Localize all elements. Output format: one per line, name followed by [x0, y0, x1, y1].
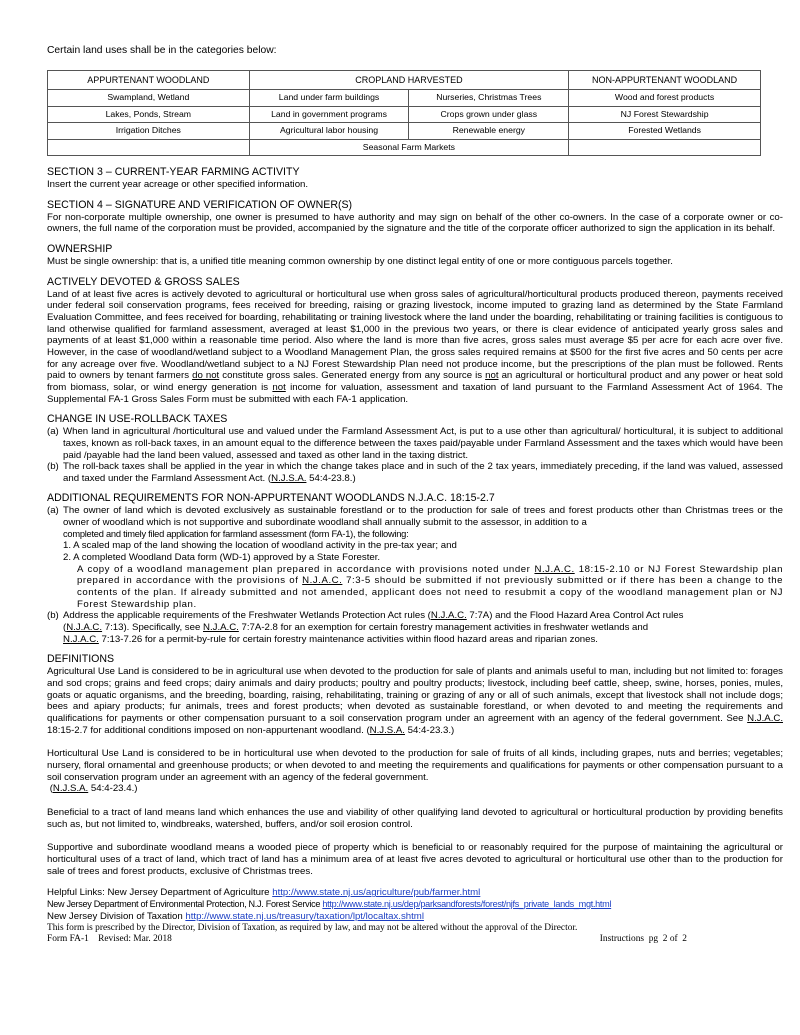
instructions-page — [47, 44, 783, 945]
list-item: 1. A scaled map of the land showing the location of woodland activity in the pre-tax year; and 2. A completed Woodland Data form (WD-1) approved by a State Forester. A copy of a woodland management plan prepared in accordance with provisions noted under N.J.A.C. 18:15-2.10 or NJ Forest Stewardship plan prepared in accordance with the provisions of N.J.A.C. 7:3-5 should be submitted if not previously submitted or if there has been a change to the contents of the plan. If already submitted and not amended, applicant does not need to resubmit a copy of the woodland management plan or NJ Forest Stewardship plan. — [63, 540, 784, 610]
helpful-links: Helpful Links: New Jersey Department of Agriculture http://www.state.nj.us/agriculture/pub/farmer.html New Jersey Department of Environmental Protection, N.J. Forest Service http://www.state.nj.us/dep/parksandforests/forest/njfs_private_lands_mgt.html New Jersey Division of Taxation http://www.state.nj.us/treasury/taxation/lpt/localtax.shtml — [47, 887, 612, 922]
section-3-text: Insert the current year acreage or other specified information. — [47, 179, 309, 190]
table-cell: Irrigation Ditches — [48, 123, 250, 140]
actively-devoted-title: ACTIVELY DEVOTED & GROSS SALES — [47, 275, 240, 288]
ownership-title: OWNERSHIP — [47, 242, 113, 255]
table-cell: Crops grown under glass — [409, 106, 569, 123]
table-cell: Forested Wetlands — [569, 123, 761, 140]
definition-horticultural: Horticultural Use Land is considered to be in horticultural use when devoted to the production for sale of fruits of all kinds, including grapes, nuts and berries; vegetables; nursery, floral ornamental and greenhouse products; or when devoted to and meeting the requirements and qualifications for payments or other compensation pursuant to a soil conservation program under an agreement with an agency of the federal government. (N.J.S.A. 54:4-23.4.) — [47, 748, 783, 795]
table-cell: Seasonal Farm Markets — [249, 139, 569, 156]
table-row — [48, 139, 761, 156]
definition-beneficial: Beneficial to a tract of land means land which enhances the use and viability of other qualifying land devoted to agricultural or horticultural production by providing benefits such as, but not limited to, windbreaks, watershed, buffers, and/or soil erosion control. — [47, 806, 783, 830]
table-cell: Land under farm buildings — [249, 90, 409, 107]
table-cell-empty — [569, 139, 761, 156]
form-revision: Form FA-1 Revised: Mar. 2018 — [47, 933, 172, 944]
definition-supportive-woodland: Supportive and subordinate woodland means a wooded piece of property which is beneficial to or reasonably required for the purpose of maintaining the agricultural or horticultural uses of a tract of land, which tract of land has a minimum area of at least five acres devoted to agricultural or horticultural use other than to the production for sale of trees and forest products, exclusive of Christmas trees. — [47, 842, 783, 877]
list-item: (b) The roll-back taxes shall be applied in the year in which the change takes place and in such of the 2 tax years, immediately preceding, if the land was valued, assessed and taxed under the Farmland Assessment Act. (N.J.S.A. 54:4-23.8.) — [47, 461, 783, 484]
section-3-title: SECTION 3 – CURRENT-YEAR FARMING ACTIVITY — [47, 166, 300, 178]
section-4-text: For non-corporate multiple ownership, one owner is presumed to have authority and may sign on behalf of the other co-owners. In the case of a corporate owner or co-owners, the full name of the corporation must be provided, accompanied by the signature and the title of the corporate officer authorized to sign the application in its behalf. — [47, 211, 783, 235]
definitions-title: DEFINITIONS — [47, 653, 115, 666]
table-cell: Wood and forest products — [569, 90, 761, 107]
table-cell: Land in government programs — [249, 106, 409, 123]
footer — [47, 923, 783, 945]
table-row — [48, 123, 761, 140]
table-cell: Swampland, Wetland — [48, 90, 250, 107]
header-appurtenant-woodland: APPURTENANT WOODLAND — [48, 71, 250, 90]
table-cell: NJ Forest Stewardship — [569, 106, 761, 123]
land-use-categories-table — [47, 70, 761, 156]
list-item: (b) Address the applicable requirements of the Freshwater Wetlands Protection Act rules (N.J.A.C. 7:7A) and the Flood Hazard Area Control Act rules (N.J.A.C. 7:13). Specifically, see N.J.A.C. 7:7A-2.8 for an exemption for certain forestry management activities in freshwater wetlands and N.J.A.C. 7:13-7.26 for a permit-by-rule for certain forestry maintenance activities within flood hazard areas and riparian zones. — [47, 610, 684, 645]
table-cell: Nurseries, Christmas Trees — [409, 90, 569, 107]
table-cell: Renewable energy — [409, 123, 569, 140]
table-cell: Lakes, Ponds, Stream — [48, 106, 250, 123]
additional-requirements-title: ADDITIONAL REQUIREMENTS FOR NON-APPURTENANT WOODLANDS N.J.A.C. 18:15-2.7 — [47, 492, 495, 505]
table-cell: Agricultural labor housing — [249, 123, 409, 140]
table-row — [48, 90, 761, 107]
header-cropland-harvested: CROPLAND HARVESTED — [249, 71, 569, 90]
table-header-row — [48, 71, 761, 90]
intro-text: Certain land uses shall be in the categories below: — [47, 45, 277, 56]
header-non-appurtenant-woodland: NON-APPURTENANT WOODLAND — [569, 71, 761, 90]
forest-service-link[interactable]: http://www.state.nj.us/dep/parksandforests/forest/njfs_private_lands_mgt.html — [322, 898, 612, 909]
section-4-title: SECTION 4 – SIGNATURE AND VERIFICATION OF OWNER(S) — [47, 198, 353, 211]
agriculture-link[interactable]: http://www.state.nj.us/agriculture/pub/farmer.html — [272, 887, 481, 899]
actively-devoted-text: Land of at least five acres is actively devoted to agricultural or horticultural use when gross sales of agricultural/horticultural products produced thereon, payments received under federal soil conservation programs, fees received for breeding, raising or grazing livestock, income imputed to grazing land as determined by the State Farmland Evaluation Committee, and fees received for boarding, rehabilitating or training livestock where the land under the boarding, rehabilitating or training facilities is contiguous to land otherwise qualified for farmland assessment, averaged at least $1,000 in the previous two years, or there is clear evidence of anticipated yearly gross sales and payments of at least $1,000 within a reasonable time period. Also where the land is more than five acres, gross sales must average $5 per acre for each acre over five. However, in the case of woodland/wetland subject to a Woodland Management Plan, the gross sales required remains at $500 for the first five acres and 50 cents per acre for any acreage over five. Woodland/wetland subject to a NJ Forest Stewardship Plan need not produce income, but the prescriptions of the plan must be followed. Rents paid to owners by tenant farmers do not constitute gross sales. Generated energy from any source is not an agricultural or horticultural product and any power or heat sold from biomass, solar, or wind energy generation is not income for valuation, assessment and taxation of land pursuant to the Farmland Assessment Act of 1964. The Supplemental FA-1 Gross Sales Form must be submitted with each FA-1 application. — [47, 288, 783, 405]
rollback-title: CHANGE IN USE-ROLLBACK TAXES — [47, 413, 228, 426]
list-item: (a) The owner of land which is devoted exclusively as sustainable forestland or to the production for sale of trees and forest products other than Christmas trees or the owner of woodland which is not supportive and subordinate woodland shall annually submit to the assessor, in addition to a completed and timely filed application for farmland assessment (form FA-1), the following: — [47, 505, 783, 539]
table-cell-empty — [48, 139, 250, 156]
additional-requirements-list — [47, 505, 783, 645]
page-number: Instructions pg 2 of 2 — [599, 933, 687, 944]
list-item: (a) When land in agricultural /horticultural use and valued under the Farmland Assessment Act, is put to a use other than agricultural/ horticultural, it is subject to additional taxes, known as roll-back taxes, in an amount equal to the difference between the taxes paid/payable under Farmland Assessment and the taxes which would have been paid /payable had the land been valued, assessed and taxed as other land in the taxing district. — [47, 426, 783, 461]
definition-agricultural: Agricultural Use Land is considered to be in agricultural use when devoted to the production for sale of plants and animals useful to man, including but not limited to: forages and sod crops; grains and feed crops; dairy animals and dairy products; poultry and poultry products; livestock, including beef cattle, sheep, swine, horses, ponies, mules, goats or aquatic organisms, and the breeding, boarding, raising, rehabilitating, training or grazing of any or all of such animals, except that livestock shall not include dogs; bees and apiary products; fur animals, trees and forest products; when devoted as sustainable forestland, or when devoted to and meeting the requirements and qualifications for payments or other compensation pursuant to a soil conservation program under an agreement with an agency of the federal government. See N.J.A.C. 18:15-2.7 for additional conditions imposed on non-appurtenant woodland. (N.J.S.A. 54:4-23.3.) — [47, 666, 783, 736]
taxation-link[interactable]: http://www.state.nj.us/treasury/taxation/lpt/localtax.shtml — [185, 910, 424, 922]
table-row — [48, 106, 761, 123]
rollback-list — [47, 426, 783, 484]
ownership-text: Must be single ownership: that is, a unified title meaning common ownership by one distinct legal entity of one or more contiguous parcels together. — [47, 255, 673, 267]
footer-notice: This form is prescribed by the Director, Division of Taxation, as required by law, and may not be altered without the approval of the Director. — [47, 922, 578, 933]
